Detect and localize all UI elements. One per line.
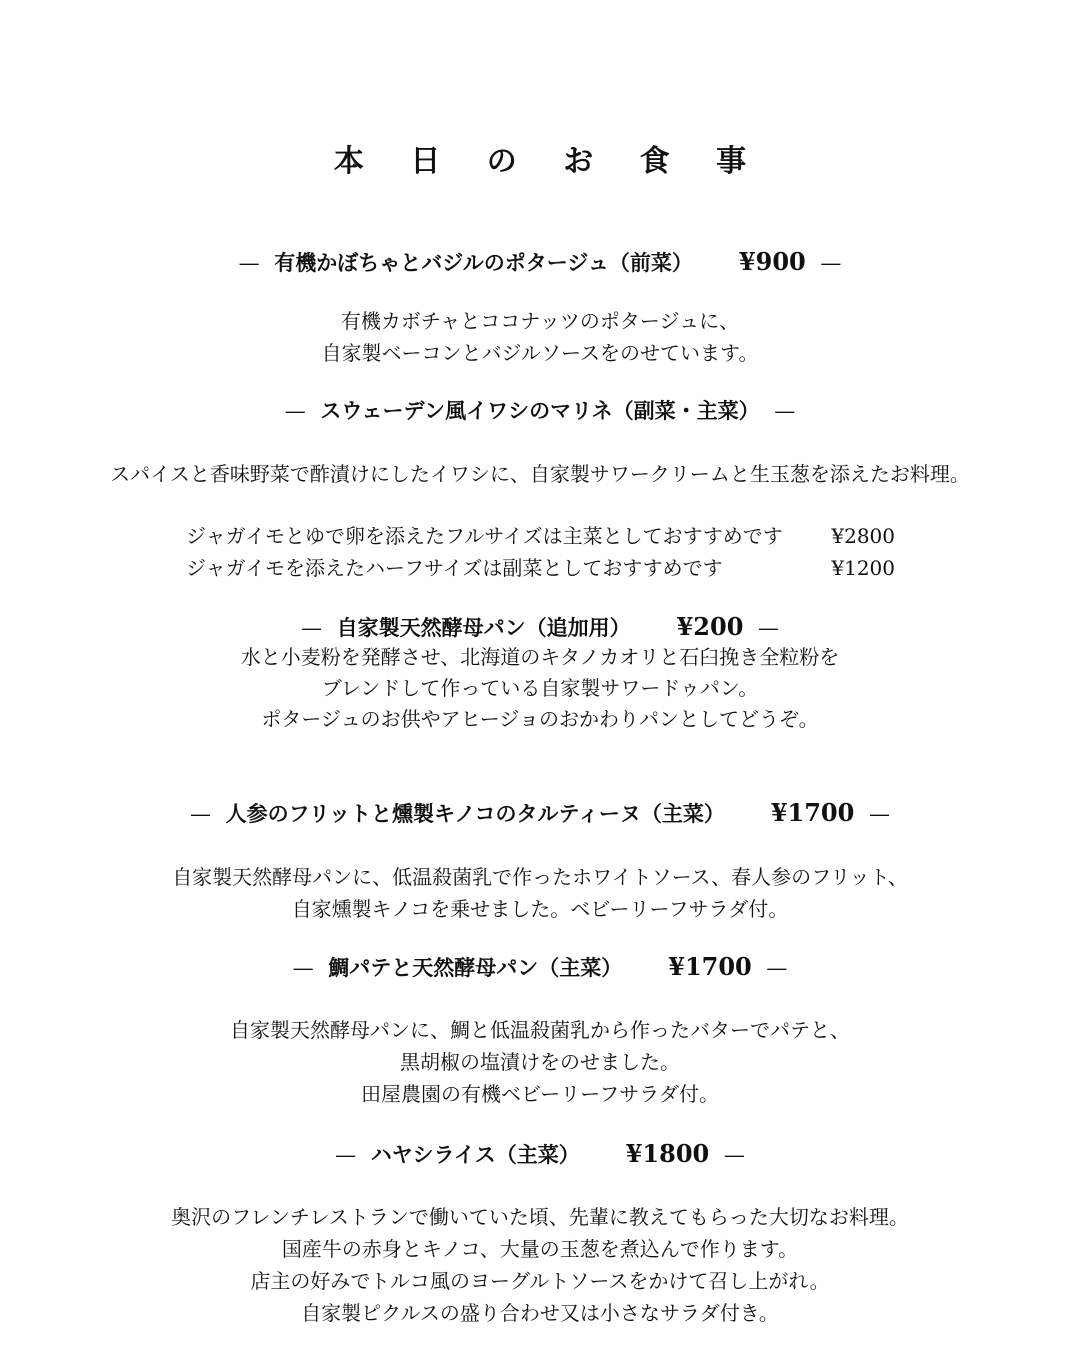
- dash-right: —: [774, 399, 796, 423]
- menu-item-price: ¥900: [738, 247, 806, 276]
- menu-item-heading: [0, 247, 1080, 276]
- menu-item-heading: [0, 400, 1080, 422]
- page-title: 本 日 の お 食 事: [333, 144, 765, 179]
- menu-item-price: ¥1700: [770, 798, 855, 827]
- menu-item-name: 人参のフリットと燻製キノコのタルティーヌ（主菜）: [225, 801, 725, 826]
- menu-item-price: ¥200: [676, 612, 744, 641]
- menu-item-description-line: 水と小麦粉を発酵させ、北海道のキタノカオリと石臼挽き全粒粉を: [240, 645, 840, 669]
- menu-item-description-line: ブレンドして作っている自家製サワードゥパン。: [321, 676, 759, 700]
- menu-item-description-line: 有機カボチャとココナッツのポタージュに、: [340, 309, 740, 333]
- dash-left: —: [238, 251, 260, 275]
- menu-item-description-line: 自家製ピクルスの盛り合わせ又は小さなサラダ付き。: [301, 1301, 779, 1325]
- dash-right: —: [723, 1143, 745, 1167]
- menu-item-price: ¥1800: [625, 1139, 710, 1168]
- menu-item-description-line: 自家製ベーコンとバジルソースをのせています。: [321, 341, 759, 365]
- menu-item-price: ¥1700: [668, 952, 752, 981]
- menu-item-description-line: 黒胡椒の塩漬けをのせました。: [400, 1050, 680, 1074]
- menu-item-description-line: 国産牛の赤身とキノコ、大量の玉葱を煮込んで作ります。: [281, 1237, 799, 1261]
- menu-item-name: ハヤシライス（主菜）: [370, 1142, 580, 1167]
- dash-left: —: [284, 399, 306, 423]
- dash-right: —: [820, 251, 842, 275]
- dash-left: —: [292, 956, 314, 980]
- menu-item-description-line: スパイスと香味野菜で酢漬けにしたイワシに、自家製サワークリームと生玉葱を添えたお料理。: [110, 462, 970, 486]
- menu-item-name: スウェーデン風イワシのマリネ（副菜・主菜）: [320, 398, 760, 423]
- menu-item-heading: [0, 1139, 1080, 1168]
- dash-right: —: [766, 956, 788, 980]
- dash-left: —: [335, 1143, 357, 1167]
- menu-item-heading: [0, 952, 1080, 981]
- menu-item-description-line: 田屋農園の有機ベビーリーフサラダ付。: [361, 1082, 719, 1106]
- menu-item-description-line: 自家燻製キノコを乗せました。ベビーリーフサラダ付。: [291, 897, 789, 921]
- dash-right: —: [868, 802, 890, 826]
- menu-option-price: ¥1200: [831, 556, 895, 580]
- dash-left: —: [300, 616, 322, 640]
- menu-option-label: ジャガイモとゆで卵を添えたフルサイズは主菜としておすすめです: [186, 524, 783, 548]
- dash-left: —: [190, 802, 212, 826]
- dash-right: —: [758, 616, 780, 640]
- menu-item-description-line: 奥沢のフレンチレストランで働いていた頃、先輩に教えてもらった大切なお料理。: [171, 1205, 909, 1229]
- menu-item-description-line: 自家製天然酵母パンに、低温殺菌乳で作ったホワイトソース、春人参のフリット、: [172, 865, 908, 889]
- menu-item-name: 有機かぼちゃとバジルのポタージュ（前菜）: [274, 250, 693, 275]
- menu-item-description-line: 店主の好みでトルコ風のヨーグルトソースをかけて召し上がれ。: [250, 1269, 830, 1293]
- menu-item-description-line: 自家製天然酵母パンに、鯛と低温殺菌乳から作ったバターでパテと、: [230, 1018, 850, 1042]
- menu-item-name: 鯛パテと天然酵母パン（主菜）: [328, 955, 623, 980]
- menu-option-price: ¥2800: [831, 524, 895, 548]
- menu-item-heading: [0, 798, 1080, 827]
- menu-item-description-line: ポタージュのお供やアヒージョのおかわりパンとしてどうぞ。: [261, 707, 819, 731]
- menu-option-label: ジャガイモを添えたハーフサイズは副菜としておすすめです: [186, 556, 723, 580]
- menu-item-heading: [0, 612, 1080, 641]
- menu-item-name: 自家製天然酵母パン（追加用）: [336, 615, 631, 640]
